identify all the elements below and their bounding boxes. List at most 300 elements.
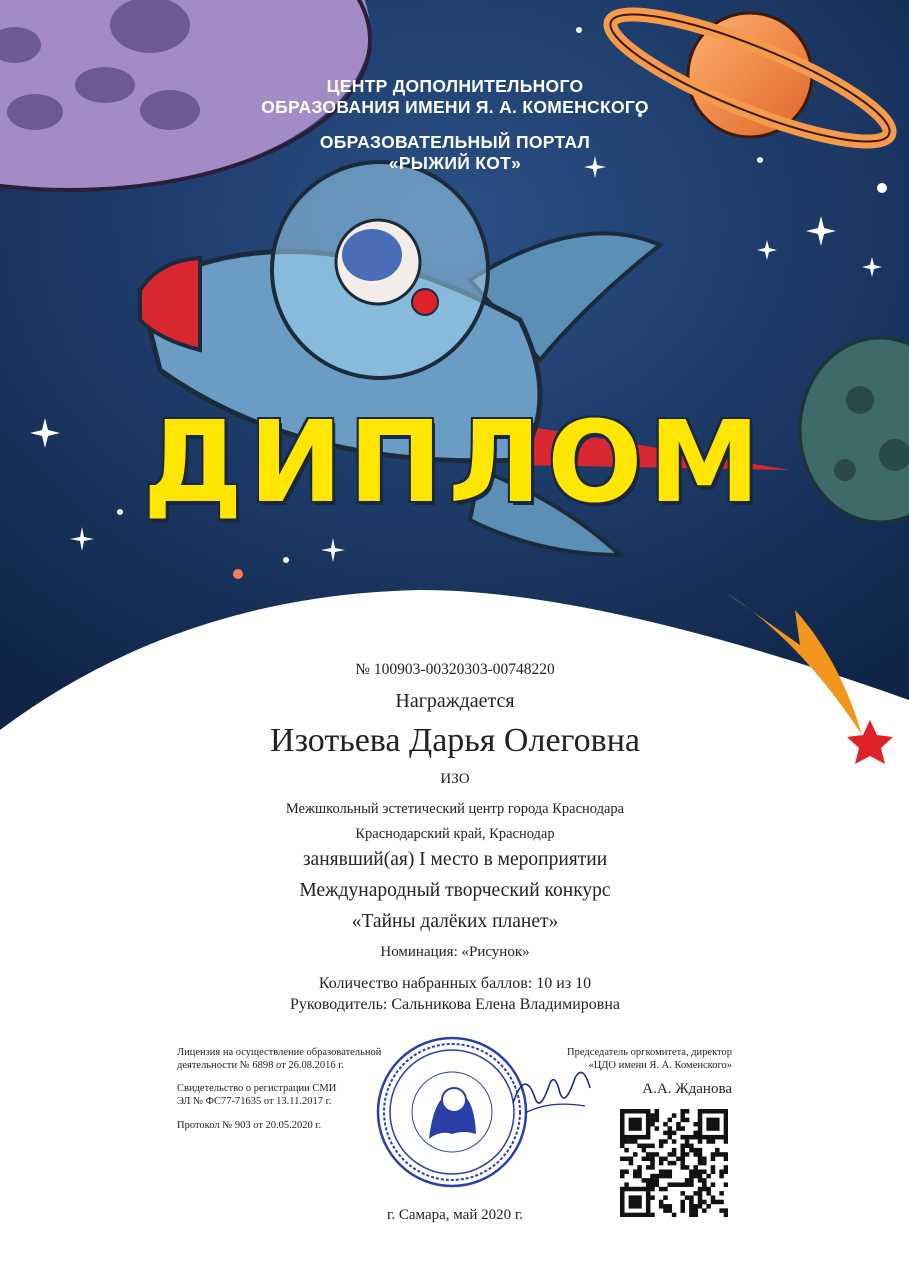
qr-module <box>724 1213 728 1217</box>
qr-module <box>659 1139 664 1144</box>
qr-module <box>706 1187 711 1192</box>
protocol-info: Протокол № 903 от 20.05.2020 г. <box>177 1120 322 1131</box>
qr-module <box>711 1126 716 1131</box>
qr-module <box>689 1208 694 1213</box>
qr-module <box>646 1195 651 1200</box>
qr-module <box>685 1178 690 1183</box>
qr-module <box>642 1109 647 1114</box>
qr-module <box>702 1182 707 1187</box>
qr-module <box>672 1161 677 1166</box>
qr-module <box>624 1148 629 1153</box>
qr-module <box>650 1157 655 1162</box>
qr-module <box>680 1200 685 1205</box>
qr-module <box>724 1118 728 1123</box>
qr-module <box>724 1139 728 1144</box>
qr-module <box>659 1200 664 1205</box>
qr-module <box>698 1161 703 1166</box>
qr-module <box>655 1113 660 1118</box>
qr-module <box>624 1139 629 1144</box>
qr-module <box>620 1174 625 1179</box>
qr-module <box>620 1200 625 1205</box>
qr-module <box>693 1169 698 1174</box>
qr-module <box>702 1109 707 1114</box>
qr-module <box>676 1122 681 1127</box>
qr-module <box>668 1131 673 1136</box>
qr-module <box>663 1169 668 1174</box>
qr-module <box>637 1126 642 1131</box>
qr-module <box>663 1174 668 1179</box>
qr-module <box>650 1182 655 1187</box>
qr-module <box>650 1195 655 1200</box>
qr-module <box>650 1187 655 1192</box>
qr-module <box>650 1122 655 1127</box>
awarded-label: Награждается <box>395 690 515 712</box>
qr-module <box>637 1169 642 1174</box>
qr-module <box>633 1139 638 1144</box>
org-name-line2: ОБРАЗОВАНИЯ ИМЕНИ Я. А. КОМЕНСКОГО <box>261 97 649 117</box>
region: Краснодарский край, Краснодар <box>355 826 555 842</box>
qr-module <box>629 1135 634 1140</box>
qr-module <box>624 1109 629 1114</box>
qr-module <box>706 1174 711 1179</box>
qr-module <box>642 1144 647 1149</box>
qr-module <box>702 1200 707 1205</box>
qr-module <box>711 1157 716 1162</box>
header-organization <box>200 76 710 174</box>
qr-module <box>668 1118 673 1123</box>
qr-module <box>706 1122 711 1127</box>
diploma-title: ДИПЛОМ <box>143 398 766 528</box>
qr-module <box>693 1213 698 1217</box>
qr-module <box>663 1208 668 1213</box>
qr-module <box>633 1109 638 1114</box>
qr-module <box>693 1204 698 1209</box>
qr-module <box>689 1213 694 1217</box>
qr-module <box>655 1126 660 1131</box>
qr-module <box>646 1157 651 1162</box>
orange-dot <box>233 569 243 579</box>
qr-module <box>715 1152 720 1157</box>
qr-module <box>685 1152 690 1157</box>
qr-module <box>685 1135 690 1140</box>
qr-module <box>637 1144 642 1149</box>
qr-module <box>646 1126 651 1131</box>
qr-module <box>715 1135 720 1140</box>
qr-module <box>620 1208 625 1213</box>
qr-module <box>680 1113 685 1118</box>
place-text: занявший(ая) I место в мероприятии <box>302 849 608 870</box>
qr-module <box>689 1169 694 1174</box>
qr-module <box>620 1204 625 1209</box>
qr-module <box>698 1157 703 1162</box>
qr-module <box>680 1191 685 1196</box>
qr-module <box>680 1204 685 1209</box>
qr-module <box>672 1139 677 1144</box>
portal-name-line1: ОБРАЗОВАТЕЛЬНЫЙ ПОРТАЛ <box>319 132 591 152</box>
qr-module <box>624 1187 629 1192</box>
qr-module <box>676 1157 681 1162</box>
qr-module <box>706 1126 711 1131</box>
qr-module <box>689 1182 694 1187</box>
qr-module <box>620 1109 625 1114</box>
qr-module <box>620 1139 625 1144</box>
qr-module <box>698 1118 703 1123</box>
qr-module <box>637 1213 642 1217</box>
qr-module <box>689 1178 694 1183</box>
qr-module <box>624 1169 629 1174</box>
qr-module <box>685 1109 690 1114</box>
qr-module <box>663 1131 668 1136</box>
qr-module <box>698 1135 703 1140</box>
license-line2: деятельности № 6898 от 26.08.2016 г. <box>177 1060 344 1071</box>
qr-module <box>637 1165 642 1170</box>
qr-module <box>680 1152 685 1157</box>
qr-module <box>650 1178 655 1183</box>
qr-module <box>685 1182 690 1187</box>
portal-name-line2: «РЫЖИЙ КОТ» <box>388 153 522 173</box>
qr-module <box>659 1161 664 1166</box>
qr-module <box>724 1152 728 1157</box>
qr-module <box>659 1157 664 1162</box>
qr-module <box>624 1157 629 1162</box>
red-star <box>847 720 893 764</box>
qr-module <box>646 1113 651 1118</box>
qr-module <box>702 1161 707 1166</box>
qr-module <box>698 1187 703 1192</box>
qr-module <box>655 1182 660 1187</box>
qr-module <box>633 1122 638 1127</box>
qr-module <box>668 1204 673 1209</box>
qr-module <box>646 1152 651 1157</box>
qr-module <box>693 1148 698 1153</box>
qr-module <box>693 1122 698 1127</box>
qr-module <box>620 1191 625 1196</box>
qr-module <box>698 1178 703 1183</box>
qr-module <box>724 1122 728 1127</box>
qr-module <box>724 1131 728 1136</box>
qr-module <box>715 1200 720 1205</box>
qr-module <box>620 1213 625 1217</box>
qr-module <box>698 1139 703 1144</box>
qr-module <box>711 1182 716 1187</box>
qr-module <box>711 1109 716 1114</box>
license-line1: Лицензия на осуществление образовательной <box>177 1047 382 1058</box>
qr-module <box>646 1204 651 1209</box>
qr-module <box>620 1144 625 1149</box>
license-info <box>177 1046 381 1072</box>
qr-module <box>702 1169 707 1174</box>
qr-module <box>672 1152 677 1157</box>
qr-module <box>689 1148 694 1153</box>
qr-module <box>655 1152 660 1157</box>
qr-module <box>719 1152 724 1157</box>
qr-module <box>680 1161 685 1166</box>
qr-module <box>672 1182 677 1187</box>
qr-module <box>724 1165 728 1170</box>
qr-module <box>693 1135 698 1140</box>
qr-module <box>676 1126 681 1131</box>
score: Количество набранных баллов: 10 из 10 <box>318 975 592 992</box>
qr-module <box>672 1148 677 1153</box>
qr-module <box>642 1178 647 1183</box>
school-name: Межшкольный эстетический центр города Краснодара <box>285 801 625 817</box>
qr-module <box>698 1195 703 1200</box>
qr-module <box>620 1113 625 1118</box>
qr-module <box>719 1208 724 1213</box>
handwritten-signature <box>505 1058 595 1128</box>
qr-module <box>633 1195 638 1200</box>
qr-module <box>689 1204 694 1209</box>
qr-module <box>715 1118 720 1123</box>
qr-module <box>646 1208 651 1213</box>
qr-module <box>702 1178 707 1183</box>
qr-module <box>689 1174 694 1179</box>
qr-module <box>711 1118 716 1123</box>
qr-module <box>637 1135 642 1140</box>
qr-module <box>663 1139 668 1144</box>
qr-module <box>702 1157 707 1162</box>
qr-module <box>719 1109 724 1114</box>
qr-module <box>633 1152 638 1157</box>
qr-module <box>659 1169 664 1174</box>
qr-module <box>711 1169 716 1174</box>
qr-module <box>698 1204 703 1209</box>
qr-module <box>719 1191 724 1196</box>
qr-module <box>715 1148 720 1153</box>
qr-module <box>685 1165 690 1170</box>
qr-module <box>646 1109 651 1114</box>
qr-module <box>637 1187 642 1192</box>
qr-module <box>646 1131 651 1136</box>
qr-module <box>672 1131 677 1136</box>
qr-module <box>633 1200 638 1205</box>
qr-module <box>642 1157 647 1162</box>
qr-module <box>706 1139 711 1144</box>
qr-module <box>689 1200 694 1205</box>
qr-module <box>706 1118 711 1123</box>
qr-module <box>637 1200 642 1205</box>
qr-module <box>629 1122 634 1127</box>
qr-module <box>629 1161 634 1166</box>
qr-module <box>646 1178 651 1183</box>
qr-module <box>646 1200 651 1205</box>
qr-module <box>642 1187 647 1192</box>
qr-module <box>680 1126 685 1131</box>
qr-module <box>646 1118 651 1123</box>
qr-module <box>633 1135 638 1140</box>
chair-line2: «ЦДО имени Я. А. Коменского» <box>588 1060 732 1071</box>
qr-module <box>685 1139 690 1144</box>
signer-name: А.А. Жданова <box>642 1081 732 1097</box>
qr-module <box>706 1135 711 1140</box>
qr-module <box>637 1109 642 1114</box>
diploma-number: № 100903-00320303-00748220 <box>355 661 555 678</box>
qr-module <box>633 1126 638 1131</box>
qr-module <box>711 1135 716 1140</box>
subject: ИЗО <box>440 771 470 787</box>
qr-module <box>629 1213 634 1217</box>
qr-module <box>680 1165 685 1170</box>
nomination: Номинация: «Рисунок» <box>380 944 530 960</box>
qr-module <box>633 1204 638 1209</box>
qr-module <box>668 1169 673 1174</box>
contest-name: «Тайны далёких планет» <box>351 911 559 932</box>
qr-module <box>650 1165 655 1170</box>
qr-module <box>680 1157 685 1162</box>
qr-module <box>629 1195 634 1200</box>
qr-module <box>680 1144 685 1149</box>
qr-module <box>715 1109 720 1114</box>
qr-module <box>655 1118 660 1123</box>
qr-module <box>698 1131 703 1136</box>
qr-module <box>668 1174 673 1179</box>
qr-module <box>620 1126 625 1131</box>
qr-module <box>620 1157 625 1162</box>
qr-module <box>685 1118 690 1123</box>
qr-module <box>642 1135 647 1140</box>
contest-type: Международный творческий конкурс <box>299 880 611 901</box>
qr-module <box>711 1195 716 1200</box>
qr-module <box>663 1195 668 1200</box>
qr-module <box>646 1182 651 1187</box>
qr-module <box>650 1152 655 1157</box>
qr-module <box>680 1148 685 1153</box>
qr-module <box>689 1144 694 1149</box>
qr-module <box>629 1157 634 1162</box>
qr-module <box>698 1148 703 1153</box>
qr-module <box>650 1144 655 1149</box>
qr-module <box>698 1126 703 1131</box>
qr-module <box>642 1148 647 1153</box>
qr-module <box>680 1118 685 1123</box>
qr-module <box>672 1113 677 1118</box>
qr-module <box>689 1135 694 1140</box>
qr-code <box>620 1109 728 1217</box>
city-date: г. Самара, май 2020 г. <box>386 1207 524 1223</box>
qr-module <box>719 1174 724 1179</box>
qr-module <box>711 1165 716 1170</box>
qr-module <box>650 1174 655 1179</box>
qr-module <box>711 1200 716 1205</box>
qr-module <box>637 1204 642 1209</box>
qr-module <box>646 1213 651 1217</box>
qr-module <box>629 1187 634 1192</box>
qr-module <box>668 1208 673 1213</box>
qr-module <box>659 1187 664 1192</box>
qr-module <box>646 1144 651 1149</box>
qr-module <box>702 1135 707 1140</box>
qr-module <box>646 1191 651 1196</box>
qr-module <box>693 1208 698 1213</box>
qr-module <box>715 1126 720 1131</box>
qr-module <box>629 1139 634 1144</box>
qr-module <box>706 1204 711 1209</box>
qr-module <box>663 1122 668 1127</box>
qr-module <box>633 1187 638 1192</box>
qr-module <box>715 1122 720 1127</box>
qr-module <box>659 1174 664 1179</box>
qr-module <box>724 1182 728 1187</box>
qr-module <box>642 1213 647 1217</box>
qr-module <box>724 1113 728 1118</box>
qr-module <box>629 1109 634 1114</box>
qr-module <box>702 1187 707 1192</box>
qr-module <box>637 1174 642 1179</box>
qr-module <box>646 1187 651 1192</box>
qr-module <box>620 1169 625 1174</box>
qr-module <box>637 1122 642 1127</box>
qr-module <box>698 1152 703 1157</box>
qr-module <box>668 1161 673 1166</box>
registration-line1: Свидетельство о регистрации СМИ <box>177 1083 337 1094</box>
qr-module <box>719 1200 724 1205</box>
qr-module <box>680 1182 685 1187</box>
chair-line1: Председатель оргкомитета, директор <box>567 1047 732 1058</box>
qr-module <box>668 1152 673 1157</box>
qr-module <box>663 1187 668 1192</box>
qr-module <box>719 1169 724 1174</box>
qr-module <box>698 1109 703 1114</box>
qr-module <box>620 1118 625 1123</box>
qr-module <box>646 1122 651 1127</box>
qr-module <box>698 1191 703 1196</box>
qr-module <box>689 1195 694 1200</box>
qr-module <box>680 1135 685 1140</box>
qr-module <box>646 1135 651 1140</box>
qr-module <box>629 1126 634 1131</box>
qr-module <box>620 1122 625 1127</box>
qr-module <box>724 1169 728 1174</box>
qr-module <box>624 1213 629 1217</box>
registration-line2: ЭЛ № ФС77-71635 от 13.11.2017 г. <box>177 1096 332 1107</box>
qr-module <box>693 1191 698 1196</box>
qr-module <box>668 1135 673 1140</box>
qr-module <box>650 1161 655 1166</box>
qr-module <box>724 1109 728 1114</box>
qr-module <box>724 1135 728 1140</box>
recipient-name: Изотьева Дарья Олеговна <box>270 722 640 759</box>
qr-module <box>680 1208 685 1213</box>
qr-module <box>706 1109 711 1114</box>
qr-module <box>663 1204 668 1209</box>
qr-module <box>633 1174 638 1179</box>
qr-module <box>629 1118 634 1123</box>
qr-module <box>685 1195 690 1200</box>
qr-module <box>711 1152 716 1157</box>
qr-module <box>693 1152 698 1157</box>
qr-module <box>620 1135 625 1140</box>
qr-module <box>663 1157 668 1162</box>
qr-module <box>693 1131 698 1136</box>
qr-module <box>698 1113 703 1118</box>
qr-module <box>693 1174 698 1179</box>
qr-module <box>655 1178 660 1183</box>
qr-module <box>698 1174 703 1179</box>
qr-module <box>633 1213 638 1217</box>
qr-module <box>620 1131 625 1136</box>
qr-module <box>637 1195 642 1200</box>
supervisor: Руководитель: Сальникова Елена Владимировна <box>290 996 620 1013</box>
qr-module <box>620 1195 625 1200</box>
qr-module <box>685 1144 690 1149</box>
qr-module <box>659 1144 664 1149</box>
qr-module <box>724 1126 728 1131</box>
qr-module <box>693 1165 698 1170</box>
qr-module <box>655 1109 660 1114</box>
qr-module <box>659 1204 664 1209</box>
qr-module <box>637 1118 642 1123</box>
qr-module <box>698 1122 703 1127</box>
